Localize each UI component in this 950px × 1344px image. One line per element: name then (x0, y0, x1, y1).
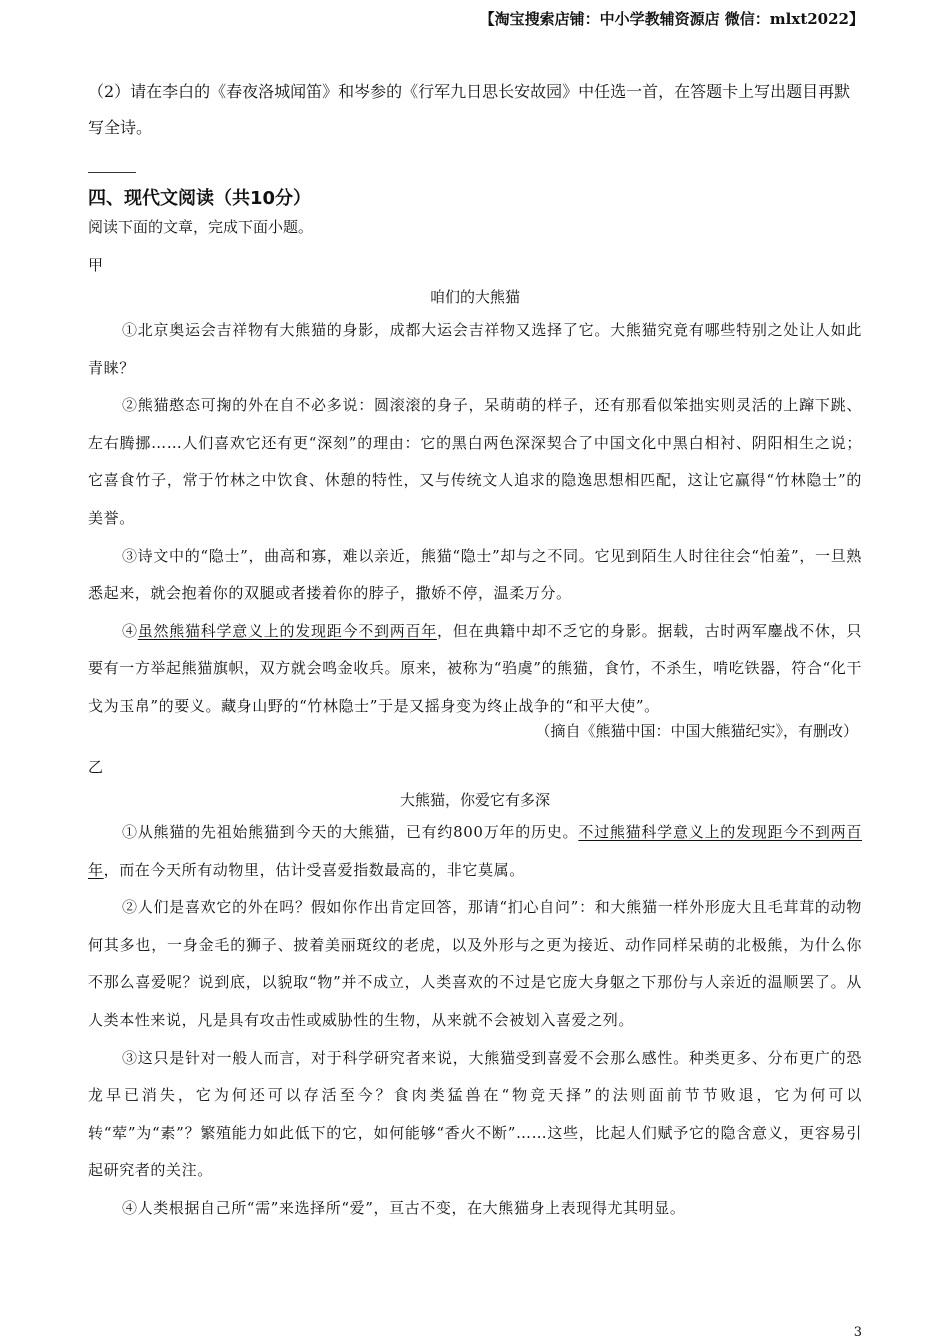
underlined-sentence-a: 虽然熊猫科学意义上的发现距今不到两百年 (137, 621, 437, 640)
paragraph-number: ④ (122, 621, 138, 640)
article-a-paragraph-1: ①北京奥运会吉祥物有大熊猫的身影，成都大运会吉祥物又选择了它。大熊猫究竟有哪些特别之处让人如此青睐？ (88, 321, 862, 377)
article-a-body (88, 312, 862, 726)
section-intro: 阅读下面的文章，完成下面小题。 (88, 218, 314, 236)
article-a-title: 咱们的大熊猫 (429, 288, 520, 306)
divider (88, 172, 136, 173)
article-b-label: 乙 (88, 758, 104, 776)
paragraph-text: ，但在典籍中却不乏它的身影。据载，古时两军鏖战不休，只要有一方举起熊猫旗帜，双方就会鸣金收兵。原来，被称为“驺虞”的熊猫，食竹，不杀生，啃吃铁器，符合“化干戈为玉帛”的要义。藏身山野的“竹林隐士”于是又摇身变为终止战争的“和平大使”。 (88, 621, 862, 715)
article-a-paragraph-2: ②熊猫憨态可掬的外在自不必多说：圆滚滚的身子，呆萌萌的样子，还有那看似笨拙实则灵活的上蹿下跳、左右腾挪……人们喜欢它还有更“深刻”的理由：它的黑白两色深深契合了中国文化中黑白相衬、阴阳相生之说；它喜食竹子，常于竹林之中饮食、休憩的特性，又与传统文人追求的隐逸思想相匹配，这让它赢得“竹林隐士”的美誉。 (88, 396, 862, 527)
article-a-paragraph-4 (88, 613, 862, 726)
article-a-source: （摘自《熊猫中国：中国大熊猫纪实》，有删改） (535, 722, 858, 740)
article-a-label: 甲 (88, 256, 104, 274)
page-header: 【淘宝搜索店铺：中小学教辅资源店 微信：mlxt2022】 (479, 10, 864, 28)
article-b-paragraph-4: ④人类根据自己所“需”来选择所“爱”，亘古不变，在大熊猫身上表现得尤其明显。 (122, 1198, 686, 1217)
section-title: 四、现代文阅读（共10分） (88, 188, 312, 209)
article-b-title: 大熊猫，你爱它有多深 (399, 791, 550, 809)
article-a-paragraph-3: ③诗文中的“隐士”，曲高和寡，难以亲近，熊猫“隐士”却与之不同。它见到陌生人时往往会“怕羞”，一旦熟悉起来，就会抱着你的双腿或者搂着你的脖子，撒娇不停，温柔万分。 (88, 546, 862, 603)
paragraph-text: ①从熊猫的先祖始熊猫到今天的大熊猫，已有约800万年的历史。 (122, 823, 579, 841)
article-b-paragraph-1 (88, 814, 862, 889)
paragraph-text: ，而在今天所有动物里，估计受喜爱指数最高的，非它莫属。 (103, 860, 525, 879)
article-b-paragraph-3: ③这只是针对一般人而言，对于科学研究者来说，大熊猫受到喜爱不会那么感性。种类更多、分布更广的恐龙早已消失，它为何还可以存活至今？食肉类猛兽在“物竞天择”的法则面前节节败退，它为何可以转“荤”为“素”？繁殖能力如此低下的它，如何能够“香火不断”……这些，比起人们赋予它的隐含意义，更容易引起研究者的关注。 (88, 1048, 862, 1180)
article-b-paragraph-2: ②人们是喜欢它的外在吗？假如你作出肯定回答，那请“扪心自问”：和大熊猫一样外形庞大且毛茸茸的动物何其多也，一身金毛的狮子、披着美丽斑纹的老虎，以及外形与之更为接近、动作同样呆萌的北极熊，为什么你不那么喜爱呢？说到底，以貌取“物”并不成立，人类喜欢的不过是它庞大身躯之下那份与人亲近的温顺罢了。从人类本性来说，凡是具有攻击性或威胁性的生物，从来就不会被划入喜爱之列。 (88, 898, 862, 1029)
article-b-body (88, 814, 862, 1228)
page-number: 3 (853, 1325, 862, 1340)
underlined-sentence-b: 不过熊猫科学意义上的发现距今不到两百年 (88, 823, 862, 879)
question-2: （2）请在李白的《春夜洛城闻笛》和岑参的《行军九日思长安故园》中任选一首，在答题卡上写出题目再默写全诗。 (88, 82, 851, 137)
